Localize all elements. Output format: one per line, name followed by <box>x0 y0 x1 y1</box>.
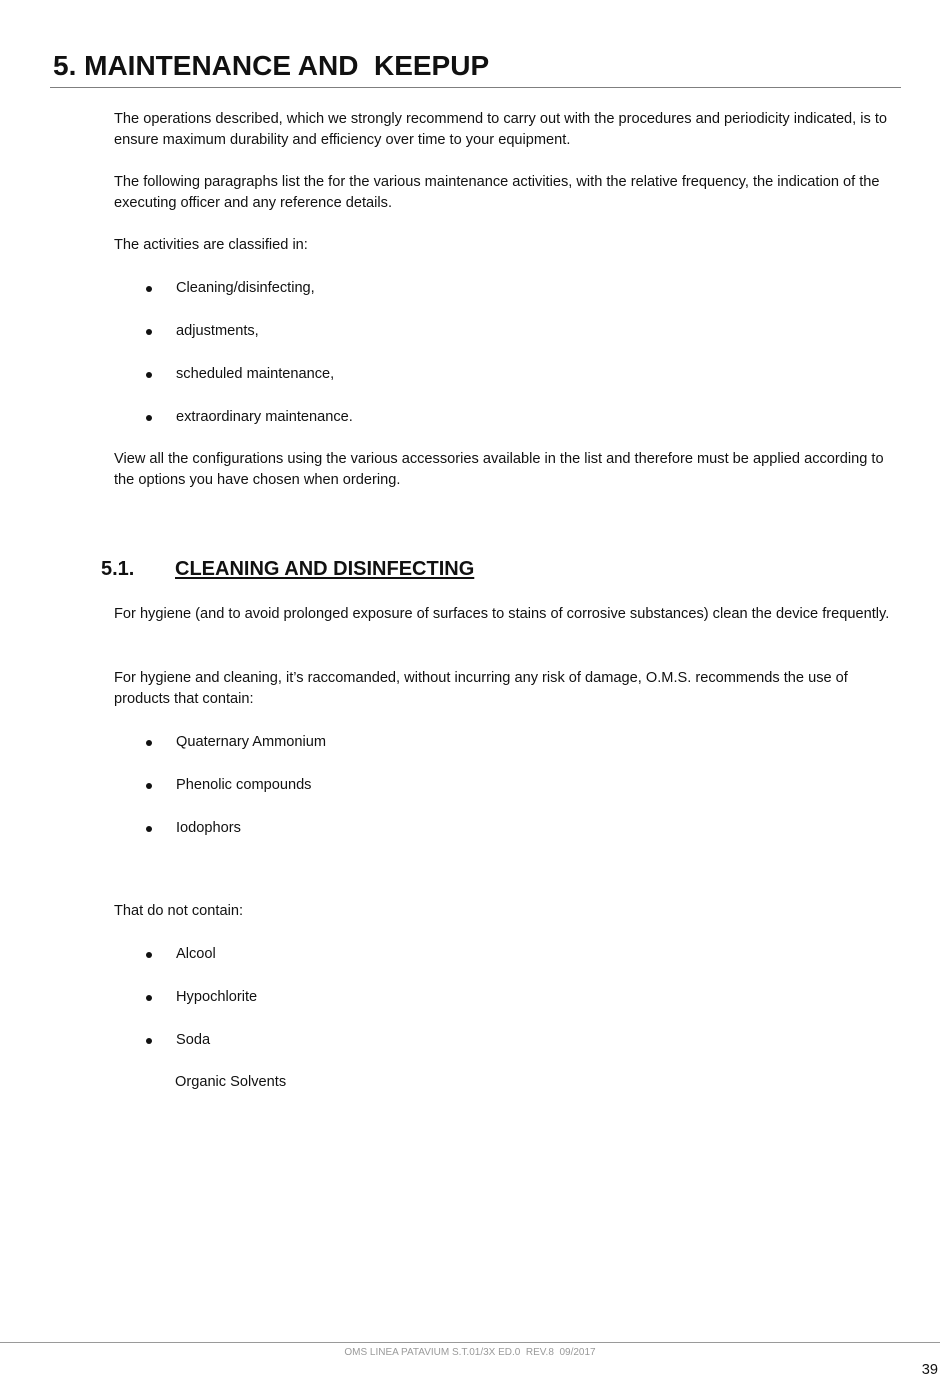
intro-paragraph-2: The following paragraphs list the for the various maintenance activities, with the relative frequency, the indication of the executing officer and any reference details. <box>114 174 880 211</box>
organic-solvents-item: Organic Solvents <box>175 1074 287 1090</box>
bullet-icon <box>146 372 152 378</box>
bullet-icon <box>146 995 152 1001</box>
list-item-label: Phenolic compounds <box>176 777 312 793</box>
title-divider <box>50 87 901 88</box>
not-contain-label: That do not contain: <box>114 903 243 919</box>
section-title: CLEANING AND DISINFECTING <box>175 558 475 580</box>
intro-paragraph-1: The operations described, which we strongly recommend to carry out with the procedures and periodicity indicated, is to ensure maximum durability and efficiency over time to your equipment. <box>114 111 888 148</box>
bullet-icon <box>146 740 152 746</box>
list-item-label: Alcool <box>176 946 216 962</box>
bullet-icon <box>146 826 152 832</box>
footer-divider <box>0 1342 940 1343</box>
footer-document-code: OMS LINEA PATAVIUM S.T.01/3X ED.0 REV.8 09/2017 <box>344 1347 596 1358</box>
bullet-icon <box>146 415 152 421</box>
bullet-icon <box>146 783 152 789</box>
list-item-label: Iodophors <box>176 820 241 836</box>
list-item-label: Cleaning/disinfecting, <box>176 280 315 296</box>
section-number: 5.1. <box>101 558 135 580</box>
bullet-icon <box>146 329 152 335</box>
list-item-label: Quaternary Ammonium <box>176 734 327 750</box>
bullet-icon <box>146 952 152 958</box>
intro-paragraph-4: View all the configurations using the various accessories available in the list and therefore must be applied according to the options you have chosen when ordering. <box>114 451 884 488</box>
list-item-label: scheduled maintenance, <box>176 366 335 382</box>
list-item-label: adjustments, <box>176 323 259 339</box>
intro-paragraph-3: The activities are classified in: <box>114 237 308 253</box>
bullet-icon <box>146 1038 152 1044</box>
page-title: 5. MAINTENANCE AND KEEPUP <box>53 50 490 81</box>
section-paragraph-2: For hygiene and cleaning, it’s raccomanded, without incurring any risk of damage, O.M.S. recommends the use of products that contain: <box>114 670 848 707</box>
bullet-icon <box>146 286 152 292</box>
list-item-label: Soda <box>176 1032 211 1048</box>
section-paragraph-1: For hygiene (and to avoid prolonged exposure of surfaces to stains of corrosive substances) clean the device frequently. <box>114 606 890 622</box>
list-item-label: Hypochlorite <box>176 989 258 1005</box>
page-number: 39 <box>921 1362 938 1378</box>
list-item-label: extraordinary maintenance. <box>176 409 353 425</box>
